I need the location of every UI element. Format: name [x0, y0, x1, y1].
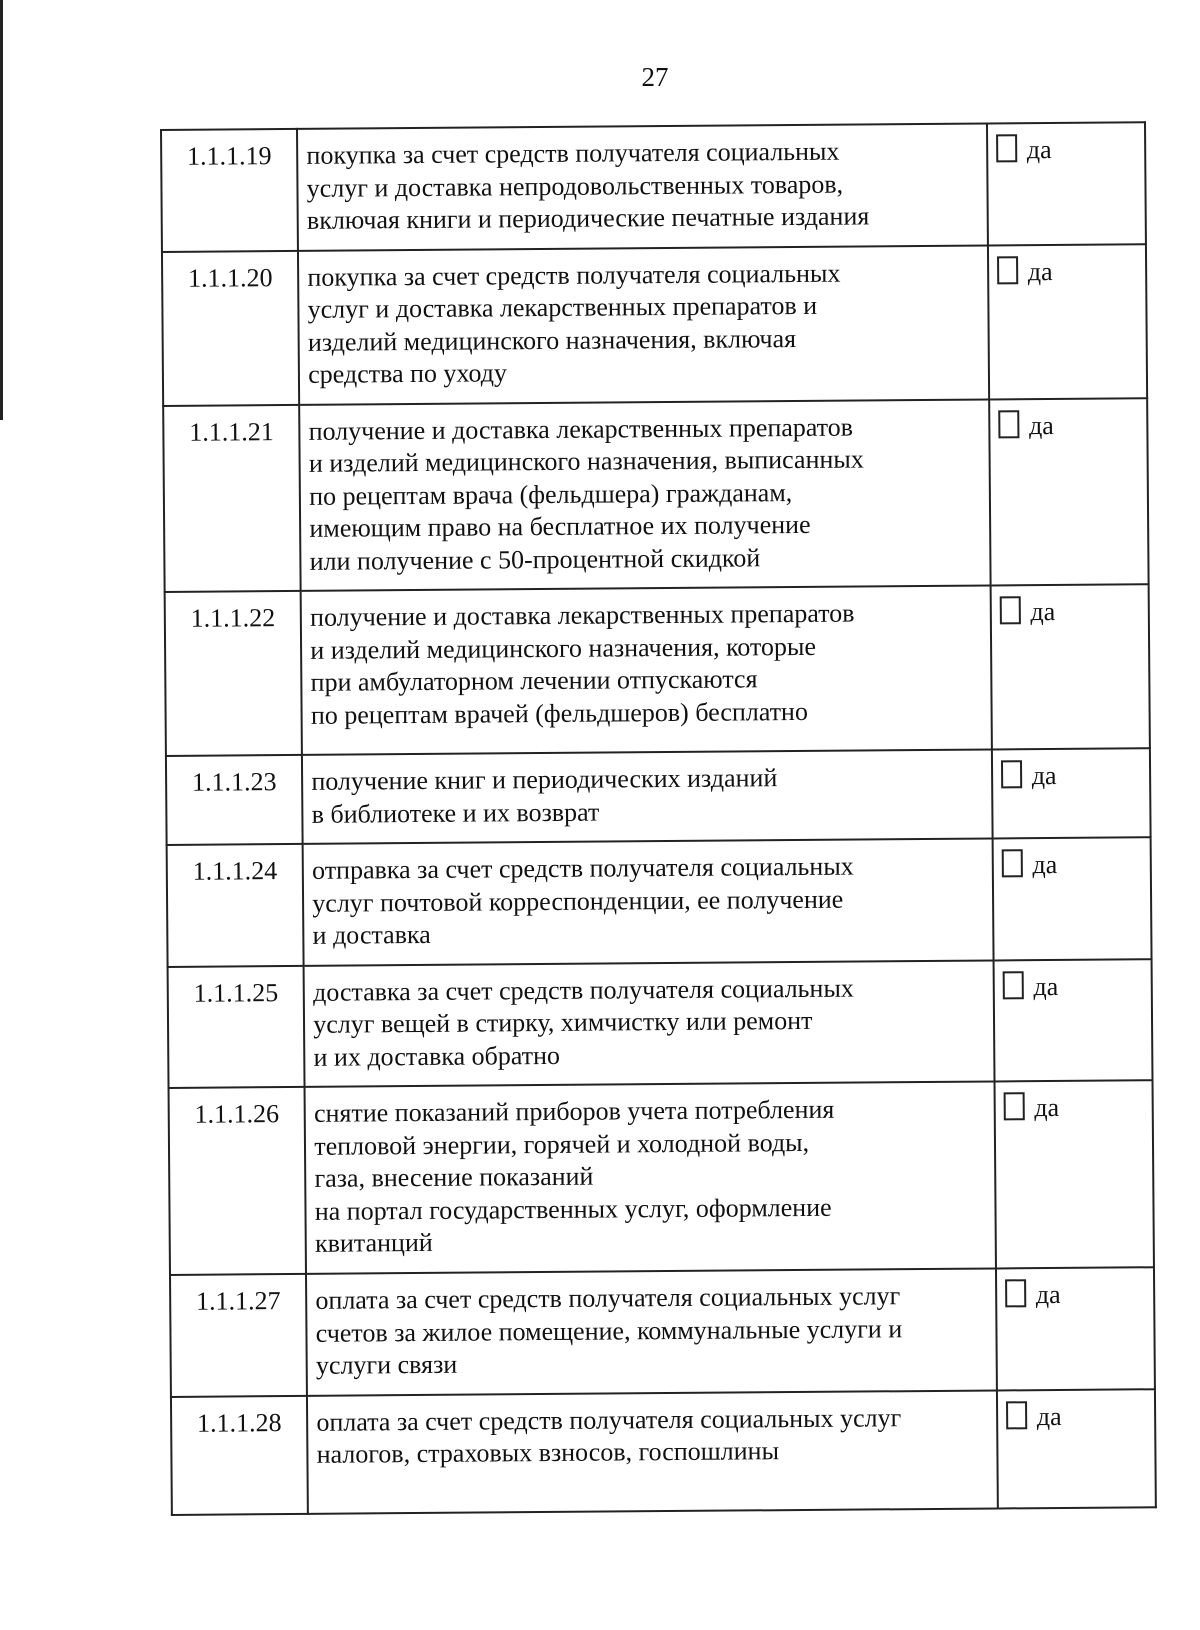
table-row	[162, 244, 1147, 406]
services-table-body	[161, 122, 1156, 1514]
item-description-line: покупка за счет средств получателя социальных	[307, 258, 841, 292]
item-description-line: тепловой энергии, горячей и холодной воды,	[314, 1127, 810, 1161]
item-code: 1.1.1.23	[166, 755, 303, 845]
yes-checkbox[interactable]	[996, 134, 1017, 162]
table-row	[171, 1389, 1156, 1515]
item-description-line: и изделий медицинского назначения, выписанных	[308, 444, 864, 478]
item-description	[298, 245, 989, 404]
table-row	[168, 959, 1153, 1088]
option-cell	[996, 1267, 1155, 1390]
yes-label: да	[1033, 971, 1059, 1001]
option-cell	[993, 959, 1152, 1082]
item-description	[302, 749, 992, 843]
item-description-line: и доставка	[312, 919, 431, 950]
item-code: 1.1.1.28	[171, 1395, 308, 1514]
item-description-line: получение книг и периодических изданий	[311, 763, 778, 796]
item-description-line: услуг вещей в стирку, химчистку или ремонт	[313, 1005, 813, 1039]
item-description-line: услуг и доставка лекарственных препаратов и	[307, 290, 818, 324]
yes-label: да	[1030, 596, 1056, 627]
item-code: 1.1.1.27	[170, 1274, 307, 1397]
item-description-line: снятие показаний приборов учета потребления	[313, 1094, 835, 1128]
table-row	[170, 1267, 1155, 1396]
table-row	[163, 398, 1148, 592]
item-description-line: отправка за счет средств получателя социальных	[311, 851, 854, 885]
item-description-line: услуги связи	[315, 1349, 458, 1380]
yes-checkbox[interactable]	[1005, 1279, 1026, 1307]
yes-label: да	[1027, 256, 1053, 286]
item-description-line: оплата за счет средств получателя социальных услуг	[316, 1402, 902, 1437]
option-cell	[994, 1080, 1154, 1268]
item-description	[303, 838, 993, 965]
item-description-line: на портал государственных услуг, оформление	[314, 1192, 832, 1226]
item-description-line: по рецептам врача (фельдшера) гражданам,	[309, 477, 793, 511]
option-cell	[989, 398, 1149, 586]
yes-checkbox[interactable]	[998, 410, 1019, 438]
item-code: 1.1.1.20	[162, 250, 299, 405]
item-code: 1.1.1.26	[169, 1087, 307, 1275]
item-code: 1.1.1.19	[161, 129, 298, 252]
item-description	[301, 585, 992, 754]
page-number: 27	[641, 62, 669, 92]
item-code: 1.1.1.22	[165, 591, 303, 756]
item-description-line: счетов за жилое помещение, коммунальные услуги и	[315, 1313, 903, 1348]
item-description-line: услуг почтовой корреспонденции, ее получение	[312, 884, 844, 918]
item-description-line: средства по уходу	[308, 358, 508, 389]
item-description-line: в библиотеке и их возврат	[311, 797, 600, 829]
item-description	[297, 124, 987, 251]
item-description	[307, 1390, 997, 1513]
item-description-line: оплата за счет средств получателя социальных услуг	[315, 1281, 901, 1315]
services-table	[160, 121, 1157, 1515]
table-row	[167, 837, 1152, 966]
item-description-line: доставка за счет средств получателя социальных	[312, 973, 854, 1007]
item-description	[305, 1081, 996, 1273]
table-row	[165, 584, 1150, 756]
item-description-line: услуг и доставка непродовольственных товаров,	[306, 169, 844, 203]
item-description-line: изделий медицинского назначения, включая	[307, 323, 797, 357]
item-description-line: покупка за счет средств получателя социальных	[306, 136, 840, 170]
option-cell	[997, 1389, 1156, 1508]
item-description	[299, 399, 990, 591]
yes-checkbox[interactable]	[1002, 971, 1023, 999]
yes-label: да	[1032, 849, 1058, 880]
yes-label: да	[1026, 134, 1052, 165]
item-description-line: при амбулаторном лечении отпускаются	[310, 664, 758, 697]
item-description	[306, 1268, 996, 1395]
item-description-line: по рецептам врачей (фельдшеров) бесплатно	[310, 696, 809, 730]
item-description-line: газа, внесение показаний	[314, 1161, 594, 1193]
item-description	[304, 960, 994, 1087]
table-row	[169, 1080, 1154, 1275]
item-code: 1.1.1.24	[167, 844, 304, 967]
item-description-line: получение и доставка лекарственных препаратов	[308, 412, 854, 446]
yes-checkbox[interactable]	[1003, 1092, 1024, 1120]
item-description-line: или получение с 50-процентной скидкой	[309, 542, 761, 576]
yes-label: да	[1036, 1401, 1062, 1431]
yes-checkbox[interactable]	[999, 596, 1020, 624]
table-row	[166, 748, 1151, 845]
yes-label: да	[1035, 1279, 1061, 1310]
item-description-line: квитанций	[314, 1227, 433, 1258]
option-cell	[987, 122, 1146, 245]
yes-checkbox[interactable]	[1001, 760, 1022, 788]
yes-label: да	[1028, 410, 1054, 440]
yes-checkbox[interactable]	[997, 256, 1018, 284]
item-code: 1.1.1.25	[168, 965, 305, 1088]
option-cell	[992, 748, 1151, 838]
item-description-line: и их доставка обратно	[313, 1040, 561, 1072]
option-cell	[992, 837, 1151, 960]
option-cell	[990, 584, 1150, 749]
yes-label: да	[1034, 1092, 1060, 1123]
yes-checkbox[interactable]	[1006, 1401, 1027, 1429]
table-row	[161, 122, 1146, 251]
yes-label: да	[1031, 760, 1057, 791]
item-description-line: получение и доставка лекарственных препаратов	[309, 598, 855, 632]
item-code: 1.1.1.21	[163, 404, 301, 592]
item-description-line: и изделий медицинского назначения, которые	[310, 631, 817, 665]
yes-checkbox[interactable]	[1001, 849, 1022, 877]
item-description-line: имеющим право на бесплатное их получение	[309, 509, 811, 543]
option-cell	[988, 244, 1148, 399]
item-description-line: налогов, страховых взносов, госпошлины	[316, 1436, 780, 1469]
item-description-line: включая книги и периодические печатные издания	[306, 201, 870, 235]
